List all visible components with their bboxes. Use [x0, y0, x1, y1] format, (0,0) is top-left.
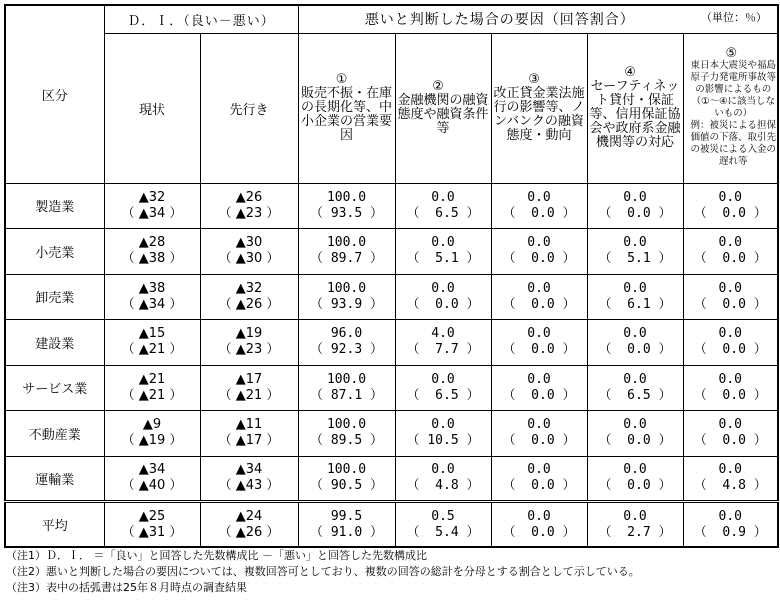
reason-1-value: 100.0	[326, 417, 367, 433]
row-label: 建設業	[5, 320, 104, 366]
reason-1-value: 100.0	[326, 462, 367, 478]
reason-4-previous: （ 2.7 ）	[598, 524, 672, 540]
reason-2-value: 4.0	[431, 326, 455, 342]
di-future-value: ▲34	[235, 462, 263, 478]
di-future-cell	[200, 320, 298, 366]
reason-1-number: ①	[335, 72, 348, 87]
reason-3-value: 0.0	[527, 371, 551, 387]
reason-5-previous: （ 4.8 ）	[693, 478, 767, 494]
unit-label: （単位：％）	[701, 11, 768, 25]
reason-4-value: 0.0	[623, 462, 647, 478]
reason-2-previous: （ 0.0 ）	[406, 296, 480, 312]
reason-2-text: 金融機関の融資態度や融資条件等	[397, 93, 489, 136]
di-survey-table	[4, 4, 779, 548]
cause-header	[298, 5, 778, 33]
row-label: 小売業	[5, 229, 104, 275]
reason-5-cell	[683, 456, 778, 502]
reason-5-previous: （ 0.0 ）	[693, 387, 767, 403]
reason-1-previous: （ 93.5 ）	[310, 205, 383, 221]
reason-4-cell	[587, 229, 683, 275]
reason-3-previous: （ 0.0 ）	[502, 433, 576, 449]
reason-2-previous: （ 6.5 ）	[406, 387, 480, 403]
di-current-value: ▲9	[142, 417, 162, 433]
reason-1-previous: （ 93.9 ）	[310, 296, 383, 312]
reason-5-text: 東日本大震災や福島原子力発電所事故等の影響によるもの（①～④に該当しないもの）	[690, 60, 777, 119]
di-current-cell	[104, 183, 200, 229]
di-current-value: ▲15	[138, 326, 166, 342]
di-future-cell	[200, 502, 298, 548]
reason-4-previous: （ 5.1 ）	[598, 251, 672, 267]
reason-3-previous: （ 0.0 ）	[502, 524, 576, 540]
di-future-value: ▲26	[235, 189, 263, 205]
reason-3-value: 0.0	[527, 280, 551, 296]
reason-4-cell	[587, 411, 683, 457]
reason-1-cell	[298, 411, 395, 457]
reason-4-previous: （ 0.0 ）	[598, 342, 672, 358]
table-row	[5, 183, 778, 229]
reason-2-previous: （ 10.5 ）	[406, 433, 480, 449]
reason-3-previous: （ 0.0 ）	[502, 342, 576, 358]
current-header: 現状	[104, 33, 200, 183]
reason-3-value: 0.0	[527, 417, 551, 433]
reason-3-cell	[491, 183, 587, 229]
reason-2-previous: （ 4.8 ）	[406, 478, 480, 494]
di-current-cell	[104, 320, 200, 366]
di-current-cell	[104, 229, 200, 275]
reason-2-previous: （ 6.5 ）	[406, 205, 480, 221]
reason-3-cell	[491, 456, 587, 502]
reason-3-cell	[491, 411, 587, 457]
reason-4-value: 0.0	[623, 235, 647, 251]
reason-4-value: 0.0	[623, 280, 647, 296]
footnote-2: （注2）悪いと判断した場合の要因については、複数回答可としており、複数の回答の総計を分母とする割合として示している。	[6, 565, 640, 578]
di-current-previous: （ ▲21 ）	[121, 342, 183, 358]
di-current-cell	[104, 365, 200, 411]
reason-5-cell	[683, 274, 778, 320]
reason-5-value: 0.0	[718, 462, 742, 478]
reason-4-cell	[587, 502, 683, 548]
reason-4-previous: （ 6.5 ）	[598, 387, 672, 403]
average-row	[5, 502, 778, 548]
reason-1-cell	[298, 229, 395, 275]
reason-5-header	[683, 33, 778, 183]
row-label: 不動産業	[5, 411, 104, 457]
category-header: 区分	[5, 5, 104, 183]
di-future-value: ▲24	[235, 508, 263, 524]
di-future-value: ▲32	[235, 280, 263, 296]
reason-2-value: 0.5	[431, 508, 455, 524]
reason-5-value: 0.0	[718, 417, 742, 433]
reason-5-value: 0.0	[718, 326, 742, 342]
footnote-1: （注1）Ｄ．Ｉ． ＝「良い」と回答した先数構成比 －「悪い」と回答した先数構成比	[6, 549, 427, 562]
reason-1-value: 100.0	[326, 371, 367, 387]
reason-4-value: 0.0	[623, 189, 647, 205]
di-future-previous: （ ▲43 ）	[218, 478, 280, 494]
reason-5-previous: （ 0.0 ）	[693, 433, 767, 449]
di-current-value: ▲38	[138, 280, 166, 296]
reason-5-cell	[683, 183, 778, 229]
reason-1-text: 販売不振・在庫の長期化等、中小企業の営業要因	[301, 86, 393, 143]
footnote-3: （注3）表中の括弧書は25年８月時点の調査結果	[6, 581, 247, 594]
di-future-previous: （ ▲23 ）	[218, 205, 280, 221]
di-future-value: ▲17	[235, 371, 263, 387]
reason-4-cell	[587, 183, 683, 229]
di-current-previous: （ ▲38 ）	[121, 251, 183, 267]
reason-5-value: 0.0	[718, 508, 742, 524]
di-future-previous: （ ▲30 ）	[218, 251, 280, 267]
reason-3-cell	[491, 502, 587, 548]
reason-1-previous: （ 90.5 ）	[310, 478, 383, 494]
reason-2-cell	[395, 502, 491, 548]
table-row	[5, 229, 778, 275]
reason-3-value: 0.0	[527, 508, 551, 524]
di-current-value: ▲32	[138, 189, 166, 205]
reason-5-value: 0.0	[718, 235, 742, 251]
reason-3-value: 0.0	[527, 235, 551, 251]
reason-4-number: ④	[624, 65, 636, 80]
di-future-previous: （ ▲21 ）	[218, 387, 280, 403]
di-current-value: ▲28	[138, 235, 166, 251]
reason-5-note: 例：被災による担保価値の下落、取引先の被災による入金の遅れ等	[690, 120, 777, 167]
future-header: 先行き	[200, 33, 298, 183]
reason-1-cell	[298, 502, 395, 548]
reason-4-value: 0.0	[623, 326, 647, 342]
reason-3-cell	[491, 365, 587, 411]
reason-1-header	[298, 33, 395, 183]
reason-2-number: ②	[432, 79, 444, 94]
di-future-cell	[200, 229, 298, 275]
reason-3-cell	[491, 320, 587, 366]
reason-5-previous: （ 0.0 ）	[693, 342, 767, 358]
di-current-previous: （ ▲31 ）	[121, 524, 183, 540]
reason-4-previous: （ 6.1 ）	[598, 296, 672, 312]
row-label: 卸売業	[5, 274, 104, 320]
reason-4-cell	[587, 274, 683, 320]
reason-2-cell	[395, 411, 491, 457]
reason-2-cell	[395, 229, 491, 275]
di-future-value: ▲19	[235, 326, 263, 342]
reason-2-cell	[395, 183, 491, 229]
footnotes	[6, 548, 640, 596]
table-row	[5, 365, 778, 411]
reason-3-header	[491, 33, 587, 183]
reason-1-previous: （ 89.7 ）	[310, 251, 383, 267]
reason-5-value: 0.0	[718, 371, 742, 387]
reason-5-cell	[683, 502, 778, 548]
di-future-previous: （ ▲23 ）	[218, 342, 280, 358]
reason-5-cell	[683, 229, 778, 275]
reason-5-value: 0.0	[718, 189, 742, 205]
table-row	[5, 411, 778, 457]
reason-2-previous: （ 5.1 ）	[406, 251, 480, 267]
reason-4-value: 0.0	[623, 417, 647, 433]
di-current-cell	[104, 274, 200, 320]
di-current-previous: （ ▲19 ）	[121, 433, 183, 449]
reason-1-value: 99.5	[330, 508, 363, 524]
reason-4-previous: （ 0.0 ）	[598, 478, 672, 494]
reason-1-value: 100.0	[326, 189, 367, 205]
di-current-value: ▲34	[138, 462, 166, 478]
reason-1-previous: （ 92.3 ）	[310, 342, 383, 358]
reason-2-cell	[395, 274, 491, 320]
reason-3-cell	[491, 229, 587, 275]
reason-2-previous: （ 7.7 ）	[406, 342, 480, 358]
reason-5-number: ⑤	[725, 46, 738, 61]
reason-3-previous: （ 0.0 ）	[502, 478, 576, 494]
di-current-previous: （ ▲34 ）	[121, 205, 183, 221]
reason-4-cell	[587, 320, 683, 366]
reason-2-value: 0.0	[431, 235, 455, 251]
row-label: サービス業	[5, 365, 104, 411]
cause-title: 悪いと判断した場合の要因（回答割合）	[364, 12, 635, 29]
reason-2-value: 0.0	[431, 189, 455, 205]
reason-3-previous: （ 0.0 ）	[502, 251, 576, 267]
di-header: Ｄ．Ｉ．（良い－悪い）	[104, 5, 298, 33]
reason-4-value: 0.0	[623, 371, 647, 387]
reason-3-text: 改正貸金業法施行の影響等、ノンバンクの融資態度・動向	[493, 86, 585, 143]
reason-2-value: 0.0	[431, 280, 455, 296]
reason-4-header	[587, 33, 683, 183]
reason-3-value: 0.0	[527, 189, 551, 205]
reason-3-number: ③	[528, 72, 540, 87]
reason-5-previous: （ 0.0 ）	[693, 296, 767, 312]
reason-4-cell	[587, 456, 683, 502]
reason-1-cell	[298, 456, 395, 502]
di-current-cell	[104, 456, 200, 502]
di-future-cell	[200, 456, 298, 502]
di-current-cell	[104, 411, 200, 457]
reason-2-previous: （ 5.4 ）	[406, 524, 480, 540]
di-current-previous: （ ▲21 ）	[121, 387, 183, 403]
reason-1-value: 96.0	[330, 326, 363, 342]
di-future-previous: （ ▲17 ）	[218, 433, 280, 449]
reason-1-cell	[298, 320, 395, 366]
reason-1-cell	[298, 274, 395, 320]
row-label: 運輸業	[5, 456, 104, 502]
di-current-value: ▲25	[138, 508, 166, 524]
reason-1-previous: （ 89.5 ）	[310, 433, 383, 449]
reason-5-value: 0.0	[718, 280, 742, 296]
reason-5-cell	[683, 411, 778, 457]
di-future-value: ▲30	[235, 235, 263, 251]
di-future-previous: （ ▲26 ）	[218, 296, 280, 312]
reason-2-value: 0.0	[431, 417, 455, 433]
table-row	[5, 456, 778, 502]
reason-1-value: 100.0	[326, 280, 367, 296]
reason-3-cell	[491, 274, 587, 320]
di-current-value: ▲21	[138, 371, 166, 387]
di-future-cell	[200, 183, 298, 229]
reason-5-previous: （ 0.0 ）	[693, 205, 767, 221]
reason-5-cell	[683, 365, 778, 411]
reason-1-cell	[298, 365, 395, 411]
di-current-previous: （ ▲40 ）	[121, 478, 183, 494]
reason-1-value: 100.0	[326, 235, 367, 251]
reason-1-previous: （ 87.1 ）	[310, 387, 383, 403]
reason-4-value: 0.0	[623, 508, 647, 524]
reason-2-value: 0.0	[431, 462, 455, 478]
di-future-value: ▲11	[235, 417, 263, 433]
di-current-cell	[104, 502, 200, 548]
reason-4-previous: （ 0.0 ）	[598, 433, 672, 449]
row-label: 製造業	[5, 183, 104, 229]
reason-4-cell	[587, 365, 683, 411]
table-row	[5, 274, 778, 320]
reason-5-cell	[683, 320, 778, 366]
reason-2-cell	[395, 365, 491, 411]
reason-3-value: 0.0	[527, 326, 551, 342]
reason-2-cell	[395, 456, 491, 502]
reason-5-previous: （ 0.9 ）	[693, 524, 767, 540]
di-future-cell	[200, 411, 298, 457]
di-future-previous: （ ▲26 ）	[218, 524, 280, 540]
reason-3-previous: （ 0.0 ）	[502, 205, 576, 221]
reason-2-value: 0.0	[431, 371, 455, 387]
di-future-cell	[200, 274, 298, 320]
reason-1-previous: （ 91.0 ）	[310, 524, 383, 540]
reason-3-previous: （ 0.0 ）	[502, 387, 576, 403]
reason-1-cell	[298, 183, 395, 229]
reason-2-header	[395, 33, 491, 183]
reason-5-previous: （ 0.0 ）	[693, 251, 767, 267]
reason-3-value: 0.0	[527, 462, 551, 478]
di-current-previous: （ ▲34 ）	[121, 296, 183, 312]
di-future-cell	[200, 365, 298, 411]
table-row	[5, 320, 778, 366]
reason-4-previous: （ 0.0 ）	[598, 205, 672, 221]
row-label: 平均	[5, 502, 104, 548]
reason-3-previous: （ 0.0 ）	[502, 296, 576, 312]
reason-2-cell	[395, 320, 491, 366]
reason-4-text: セーフティネット貸付・保証等、信用保証協会や政府系金融機関等の対応	[589, 79, 681, 150]
